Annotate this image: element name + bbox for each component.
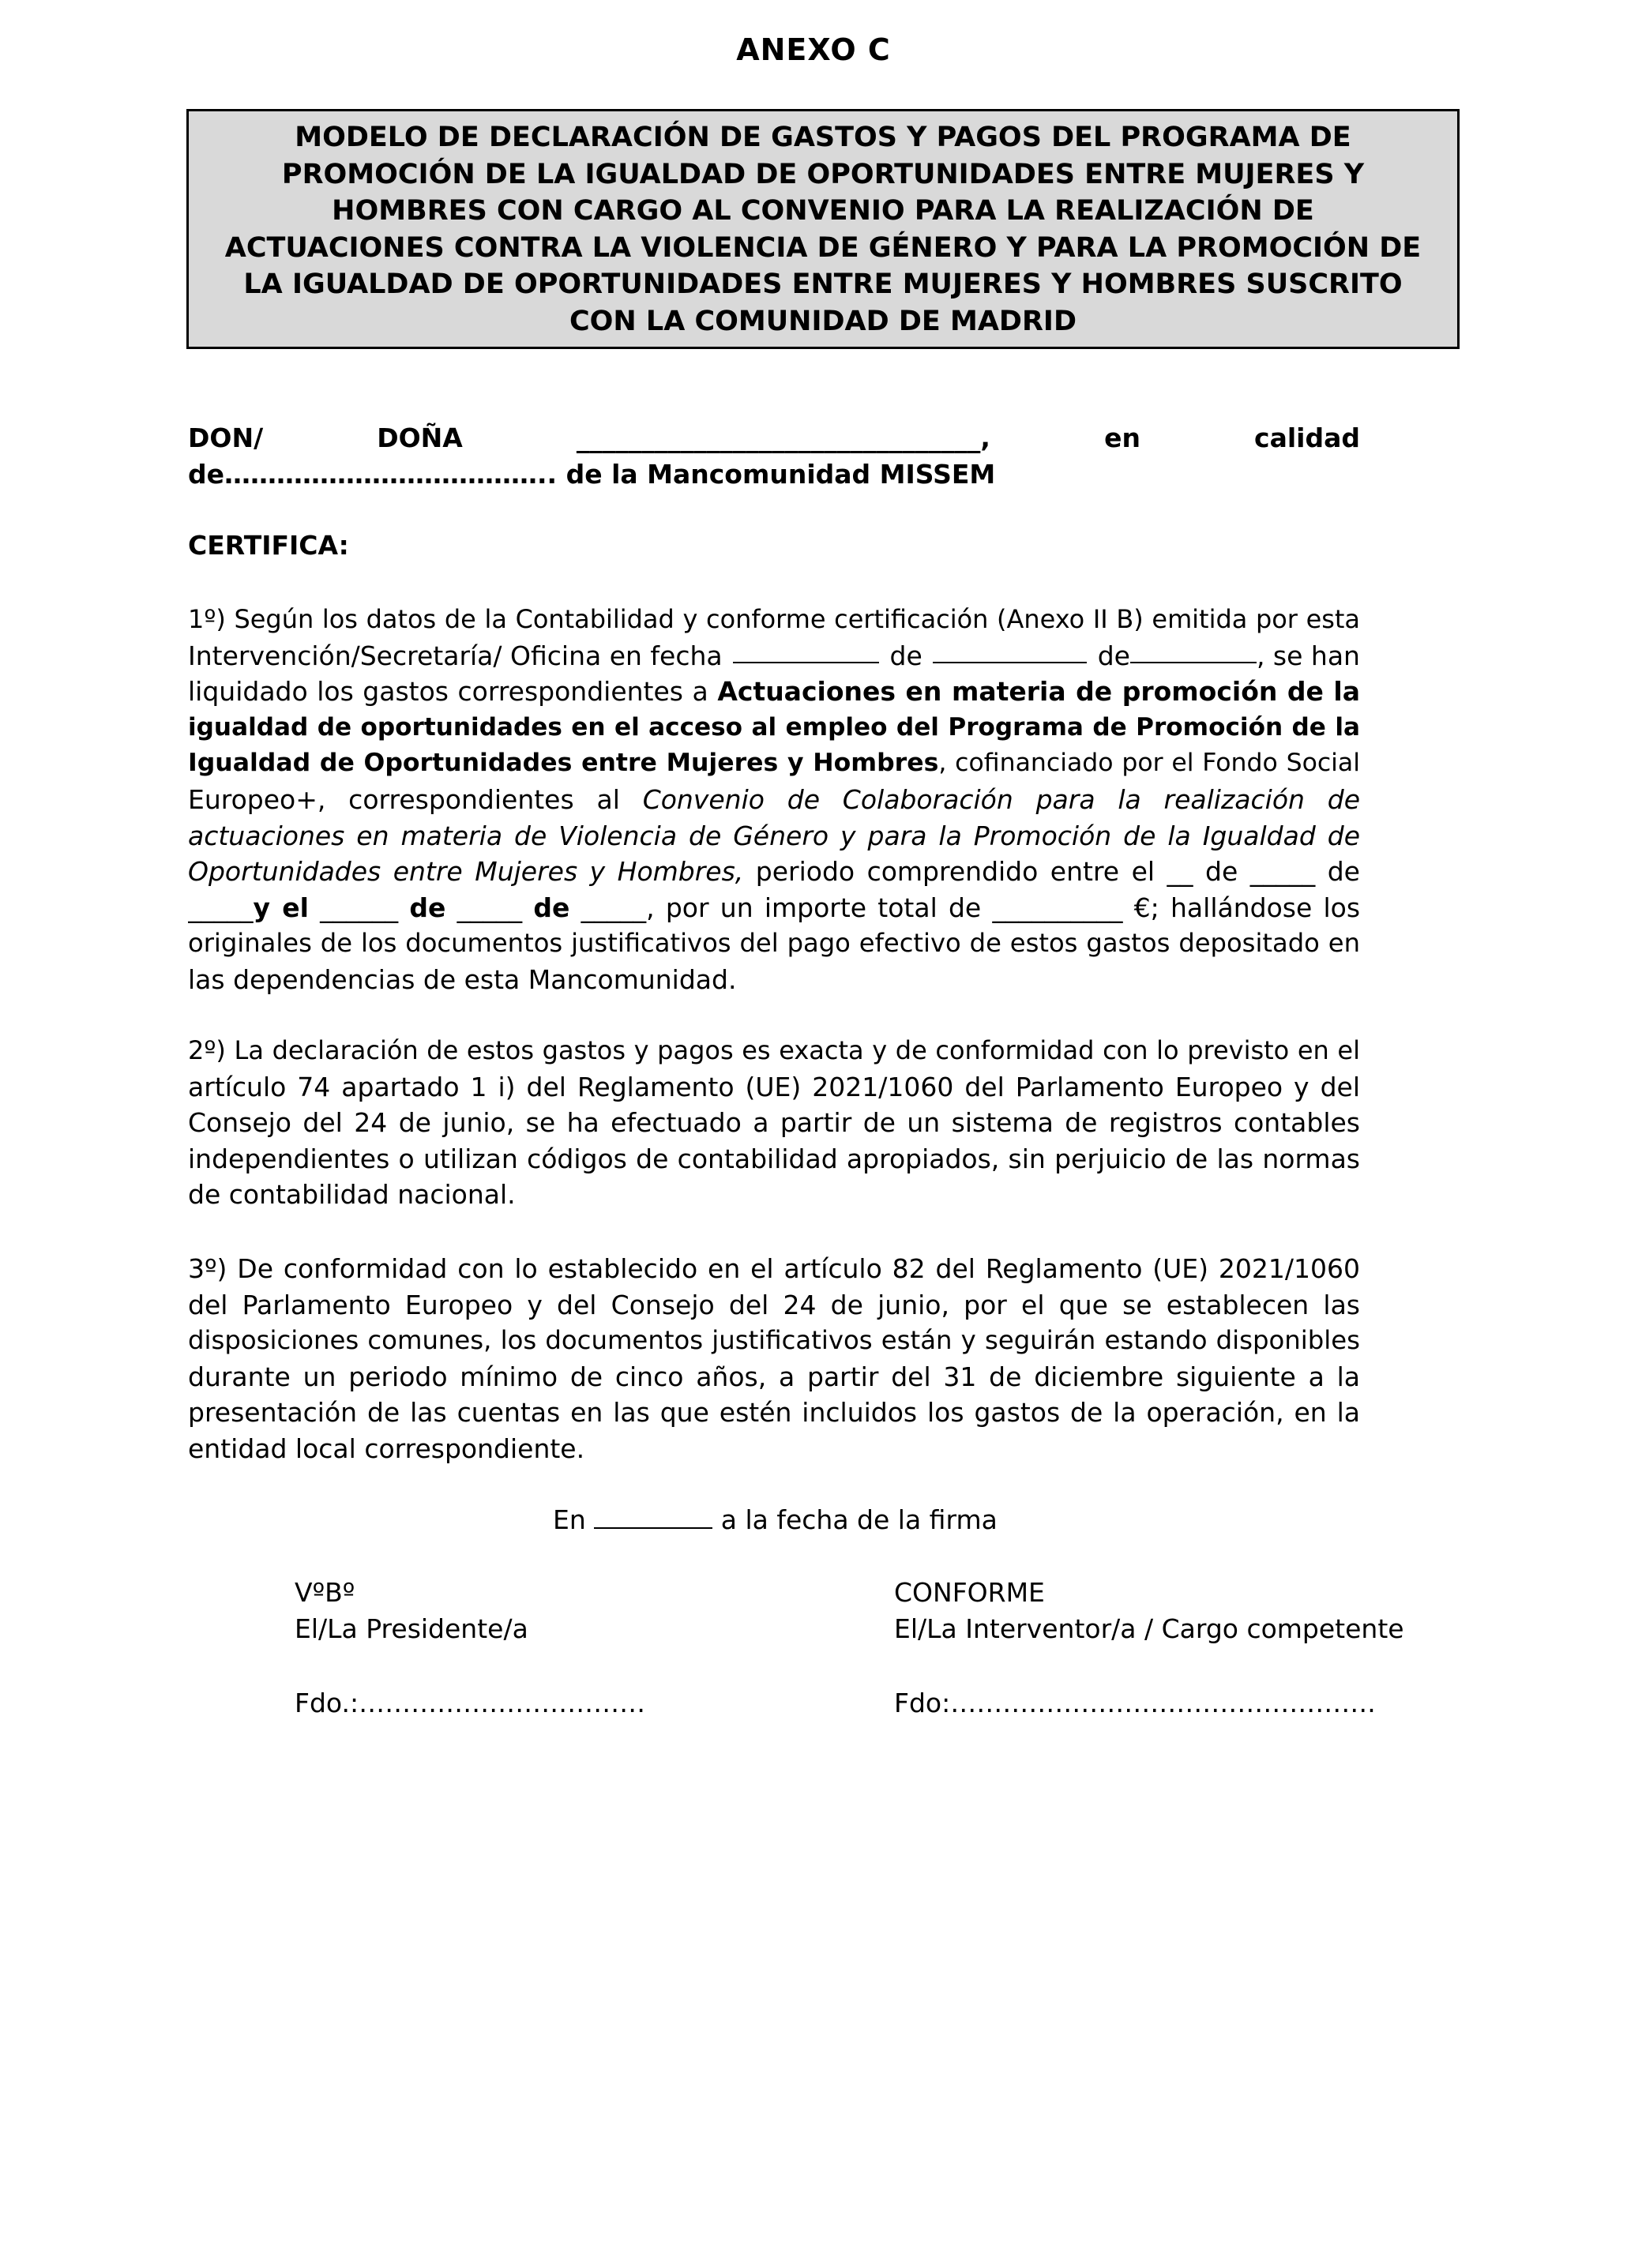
p1-text: , se han bbox=[1256, 640, 1360, 671]
place-field[interactable] bbox=[594, 1504, 712, 1529]
declarant-block bbox=[188, 420, 1360, 492]
p3-line: entidad local correspondiente. bbox=[188, 1433, 585, 1464]
p1-line bbox=[188, 782, 1360, 818]
date-year-field[interactable] bbox=[1130, 638, 1257, 663]
p1-line: igualdad de oportunidades en el acceso al empleo del Programa de Promoción de la bbox=[188, 712, 1360, 742]
p1-line bbox=[188, 745, 1360, 782]
heading-line: ACTUACIONES CONTRA LA VIOLENCIA DE GÉNERO Y PARA LA PROMOCIÓN DE bbox=[224, 231, 1422, 264]
p1-date-tail bbox=[1098, 638, 1360, 674]
p1-line bbox=[188, 854, 1360, 890]
p3-line: presentación de las cuentas en las que estén incluidos los gastos de la operación, en la bbox=[188, 1397, 1360, 1429]
signature-left bbox=[295, 1575, 645, 1722]
p1-text: periodo comprendido entre el __ de _____ de bbox=[755, 856, 1360, 888]
cargo-field[interactable]: ……………………………….. bbox=[224, 458, 558, 490]
interventor-signature-field[interactable]: Fdo:…………………………………………. bbox=[894, 1688, 1376, 1718]
p1-text: de bbox=[889, 640, 922, 671]
document-heading-box bbox=[186, 109, 1460, 349]
certifica-label: CERTIFICA: bbox=[188, 530, 349, 561]
heading-line: HOMBRES CON CARGO AL CONVENIO PARA LA REALIZACIÓN DE bbox=[332, 195, 1314, 227]
paragraph-3 bbox=[188, 1251, 1360, 1467]
amount-text: _____, por un importe total de __________ €; hallándose los bbox=[581, 892, 1360, 923]
p2-line: Consejo del 24 de junio, se ha efectuado a partir de un sistema de registros contables bbox=[188, 1107, 1360, 1139]
p1-text: de bbox=[1097, 640, 1130, 671]
p1-line: originales de los documentos justificativos del pago efectivo de estos gastos depositado en bbox=[188, 928, 1360, 959]
p1-line: las dependencias de esta Mancomunidad. bbox=[188, 963, 737, 995]
p1-line-date bbox=[188, 638, 1360, 674]
declarant-name-line bbox=[188, 420, 1360, 456]
p1-text: , cofinanciado por el Fondo Social bbox=[938, 749, 1360, 778]
p1-text: Intervención/Secretaría/ Oficina en fecha bbox=[188, 640, 723, 671]
p1-line-period bbox=[188, 890, 1360, 926]
p3-line: durante un periodo mínimo de cinco años, a partir del 31 de diciembre siguiente a la bbox=[188, 1361, 1360, 1392]
p1-line bbox=[188, 674, 1360, 710]
name-field[interactable]: _______________________________, bbox=[576, 422, 990, 453]
en-label: en bbox=[1104, 422, 1140, 453]
p3-line: del Parlamento Europeo y del Consejo del 24 de junio, por el que se establecen las bbox=[188, 1289, 1360, 1320]
mancomunidad-text: de la Mancomunidad MISSEM bbox=[557, 458, 996, 490]
p1-bold-text: de bbox=[533, 892, 570, 923]
place-date-line bbox=[553, 1502, 998, 1538]
p1-bold-text: Actuaciones en materia de promoción de la bbox=[717, 676, 1360, 708]
p1-bold-text: de bbox=[409, 892, 446, 923]
annex-title: ANEXO C bbox=[736, 32, 891, 67]
p1-italic-text: Oportunidades entre Mujeres y Hombres, bbox=[188, 856, 744, 888]
heading-line: PROMOCIÓN DE LA IGUALDAD DE OPORTUNIDADES ENTRE MUJERES Y bbox=[281, 158, 1365, 190]
period-field[interactable]: ______ bbox=[320, 892, 399, 923]
calidad-label: calidad bbox=[1254, 422, 1360, 453]
don-label: DON/ bbox=[188, 422, 264, 453]
period-field[interactable]: _____ bbox=[457, 892, 523, 923]
p3-line: disposiciones comunes, los documentos justificativos están y seguirán estando disponibles bbox=[188, 1325, 1360, 1356]
paragraph-1 bbox=[188, 602, 1360, 998]
paragraph-2 bbox=[188, 1033, 1360, 1213]
p2-line: independientes o utilizan códigos de contabilidad apropiados, sin perjuicio de las normas bbox=[188, 1143, 1360, 1174]
date-month-field[interactable] bbox=[933, 638, 1087, 663]
dona-label: DOÑA bbox=[377, 422, 463, 453]
p2-line: de contabilidad nacional. bbox=[188, 1179, 516, 1211]
p1-bold-text: Igualdad de Oportunidades entre Mujeres y Hombres bbox=[188, 749, 939, 778]
vobo-heading: VºBº bbox=[295, 1577, 355, 1608]
heading-line: CON LA COMUNIDAD DE MADRID bbox=[569, 305, 1077, 337]
period-field[interactable]: _____ bbox=[188, 892, 254, 923]
p1-line: actuaciones en materia de Violencia de Género y para la Promoción de la Igualdad de bbox=[188, 820, 1360, 851]
en-label: En bbox=[553, 1504, 586, 1535]
p1-bold-text: y el bbox=[253, 892, 309, 923]
declarant-role-line bbox=[188, 456, 1360, 493]
president-signature-field[interactable]: Fdo.:…………………………… bbox=[295, 1688, 646, 1718]
p1-text: Europeo+, correspondientes al bbox=[188, 783, 620, 815]
heading-line: LA IGUALDAD DE OPORTUNIDADES ENTRE MUJERES Y HOMBRES SUSCRITO bbox=[243, 268, 1403, 300]
p2-line: artículo 74 apartado 1 i) del Reglamento (UE) 2021/1060 del Parlamento Europeo y del bbox=[188, 1071, 1360, 1102]
heading-line: MODELO DE DECLARACIÓN DE GASTOS Y PAGOS DEL PROGRAMA DE bbox=[295, 122, 1351, 153]
p1-text: liquidado los gastos correspondientes a bbox=[188, 676, 708, 708]
de-label: de bbox=[188, 458, 225, 490]
p2-line: 2º) La declaración de estos gastos y pagos es exacta y de conformidad con lo previsto en el bbox=[188, 1035, 1360, 1065]
president-role: El/La Presidente/a bbox=[295, 1613, 528, 1644]
p3-line: 3º) De conformidad con lo establecido en el artículo 82 del Reglamento (UE) 2021/1060 bbox=[188, 1253, 1360, 1284]
p1-line: 1º) Según los datos de la Contabilidad y conforme certificación (Anexo II B) emitida por esta bbox=[188, 604, 1360, 634]
date-suffix: a la fecha de la firma bbox=[720, 1504, 998, 1535]
date-day-field[interactable] bbox=[733, 638, 879, 663]
conforme-heading: CONFORME bbox=[894, 1577, 1045, 1608]
p1-italic-text: Convenio de Colaboración para la realización de bbox=[642, 783, 1360, 815]
interventor-role: El/La Interventor/a / Cargo competente bbox=[894, 1613, 1404, 1644]
signature-right bbox=[894, 1575, 1404, 1722]
